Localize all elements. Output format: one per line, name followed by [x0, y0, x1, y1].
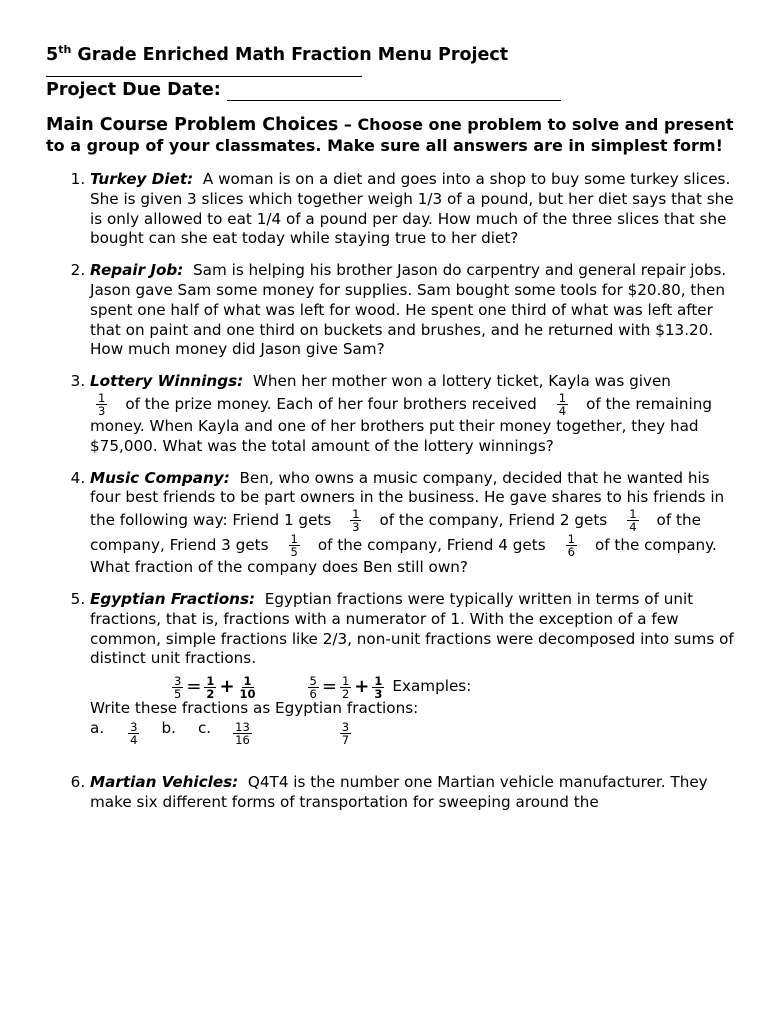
problem-item-egyptian-fractions [90, 590, 736, 761]
fraction-denominator: 2 [206, 686, 215, 701]
fraction-denominator: 4 [558, 403, 567, 418]
fraction-denominator: 5 [290, 545, 298, 560]
name-blank-line [46, 66, 362, 77]
problem-title: Repair Job: [90, 261, 184, 280]
page-title [46, 44, 736, 66]
fraction [566, 533, 577, 558]
fraction-numerator: 13 [235, 719, 250, 734]
plus-sign: + [354, 676, 370, 698]
document-page [46, 44, 736, 825]
title-grade-number: 5 [46, 45, 59, 65]
intro-text: Choose one problem to solve and present to a group of your classmates. Make sure all answers are in simplest form! [46, 115, 734, 155]
fraction-denominator: 4 [629, 520, 637, 535]
fraction [308, 675, 319, 700]
fraction-numerator: 3 [341, 719, 350, 734]
fraction-c [340, 721, 351, 746]
fraction-a [128, 721, 139, 746]
problem-text: Q4T4 is the number one Martian vehicle manufacturer. They make six different forms of transportation for sweeping around the [90, 772, 708, 811]
examples-label: Examples: [392, 677, 472, 696]
fraction-denominator: 3 [98, 403, 106, 418]
fraction-b [233, 721, 252, 746]
problem-text: Ben, who owns a music company, decided that he wanted his four best friends to be part owners in the business. He gave shares to his friends in the following way: Friend 1 gets [90, 468, 725, 530]
problem-text: of the remaining money. When Kayla and one of her brothers put their money together, they had $75,000. What was the total amount of the lottery winnings? [90, 394, 713, 455]
fraction [340, 675, 351, 700]
fraction-denominator: 7 [341, 732, 350, 747]
problem-title: Music Company: [90, 468, 230, 487]
fraction-numerator: 1 [243, 673, 252, 688]
fraction-denominator: 10 [239, 686, 256, 701]
intro-dash: – [338, 115, 358, 134]
fraction-denominator: 16 [235, 732, 250, 747]
fraction-denominator: 6 [567, 545, 575, 560]
fraction-numerator: 3 [130, 719, 138, 734]
fraction [557, 392, 568, 417]
problem-item-turkey-diet [90, 170, 736, 249]
fraction-numerator: 1 [290, 532, 298, 547]
due-date-row [46, 79, 736, 101]
fraction-numerator: 3 [174, 673, 182, 688]
problem-item-repair-job [90, 261, 736, 360]
fraction [238, 675, 258, 700]
egyptian-instruction: Write these fractions as Egyptian fractions: [90, 699, 419, 718]
equals-sign: = [186, 676, 202, 698]
problem-text: When her mother won a lottery ticket, Kayla was given [252, 372, 671, 391]
problem-title: Lottery Winnings: [90, 372, 244, 391]
problem-text: of the prize money. Each of her four brothers received [125, 394, 537, 413]
fraction-numerator: 1 [374, 673, 383, 688]
fraction-denominator: 2 [341, 686, 350, 701]
intro-heading: Main Course Problem Choices [46, 115, 339, 135]
fraction [289, 533, 300, 558]
title-text: Grade Enriched Math Fraction Menu Project [71, 45, 509, 65]
fraction-denominator: 4 [130, 732, 138, 747]
fraction-denominator: 5 [174, 686, 182, 701]
problem-title: Martian Vehicles: [90, 772, 239, 791]
fraction-numerator: 1 [567, 532, 575, 547]
title-superscript: th [58, 43, 72, 57]
problem-list [46, 170, 736, 813]
example-equation-2 [306, 675, 387, 700]
due-date-label: Project Due Date: [46, 80, 221, 100]
problem-text: A woman is on a diet and goes into a shop to buy some turkey slices. She is given 3 slices which together weigh 1/3 of a pound, but her diet says that she is only allowed to eat 1/4 of a pound per day. How much of the three slices that she bought can she eat today while staying true to her diet? [90, 170, 734, 248]
fraction [204, 675, 216, 700]
fraction [372, 675, 384, 700]
plus-sign: + [219, 676, 235, 698]
exercise-label-a: a. [90, 718, 105, 737]
fraction-denominator: 3 [352, 520, 360, 535]
equals-sign: = [321, 676, 337, 698]
exercise-row [90, 719, 736, 761]
fraction [96, 392, 107, 417]
fraction-numerator: 1 [352, 507, 360, 522]
fraction-denominator: 3 [374, 686, 383, 701]
problem-item-lottery-winnings [90, 372, 736, 456]
fraction-numerator: 1 [341, 673, 350, 688]
intro-paragraph [46, 115, 736, 156]
fraction [172, 675, 183, 700]
example-equation-1 [170, 675, 260, 700]
problem-text: Sam is helping his brother Jason do carpentry and general repair jobs. Jason gave Sam some money for supplies. Sam bought some tools for $20.80, then spent one half of what was left for wood. He spent one third of what was left after that on paint and one third on buckets and brushes, and he returned with $13.20. How much money did Jason give Sam? [90, 261, 727, 359]
exercise-label-b: b. [161, 718, 176, 737]
problem-text: of the company, Friend 3 gets [90, 511, 701, 555]
problem-text: of the company. What fraction of the company does Ben still own? [90, 536, 717, 577]
fraction-numerator: 5 [309, 673, 317, 688]
problem-text: of the company, Friend 2 gets [379, 511, 608, 530]
fraction-numerator: 1 [629, 507, 637, 522]
due-date-blank-line [227, 83, 561, 101]
fraction-numerator: 1 [206, 673, 215, 688]
problem-text: Egyptian fractions were typically written in terms of unit fractions, that is, fractions with a numerator of 1. With the exception of a few common, simple fractions like 2/3, non-unit fractions were decomposed into sums of distinct unit fractions. [90, 589, 734, 668]
fraction-numerator: 1 [98, 390, 106, 405]
problem-title: Turkey Diet: [90, 170, 194, 188]
problem-item-martian-vehicles [90, 773, 736, 813]
fraction-numerator: 1 [558, 390, 567, 405]
problem-title: Egyptian Fractions: [90, 589, 256, 608]
fraction [627, 508, 638, 533]
problem-item-music-company [90, 469, 736, 578]
fraction [350, 508, 361, 533]
exercise-label-c: c. [197, 718, 212, 737]
fraction-denominator: 6 [309, 686, 317, 701]
problem-text: of the company, Friend 4 gets [317, 536, 546, 555]
